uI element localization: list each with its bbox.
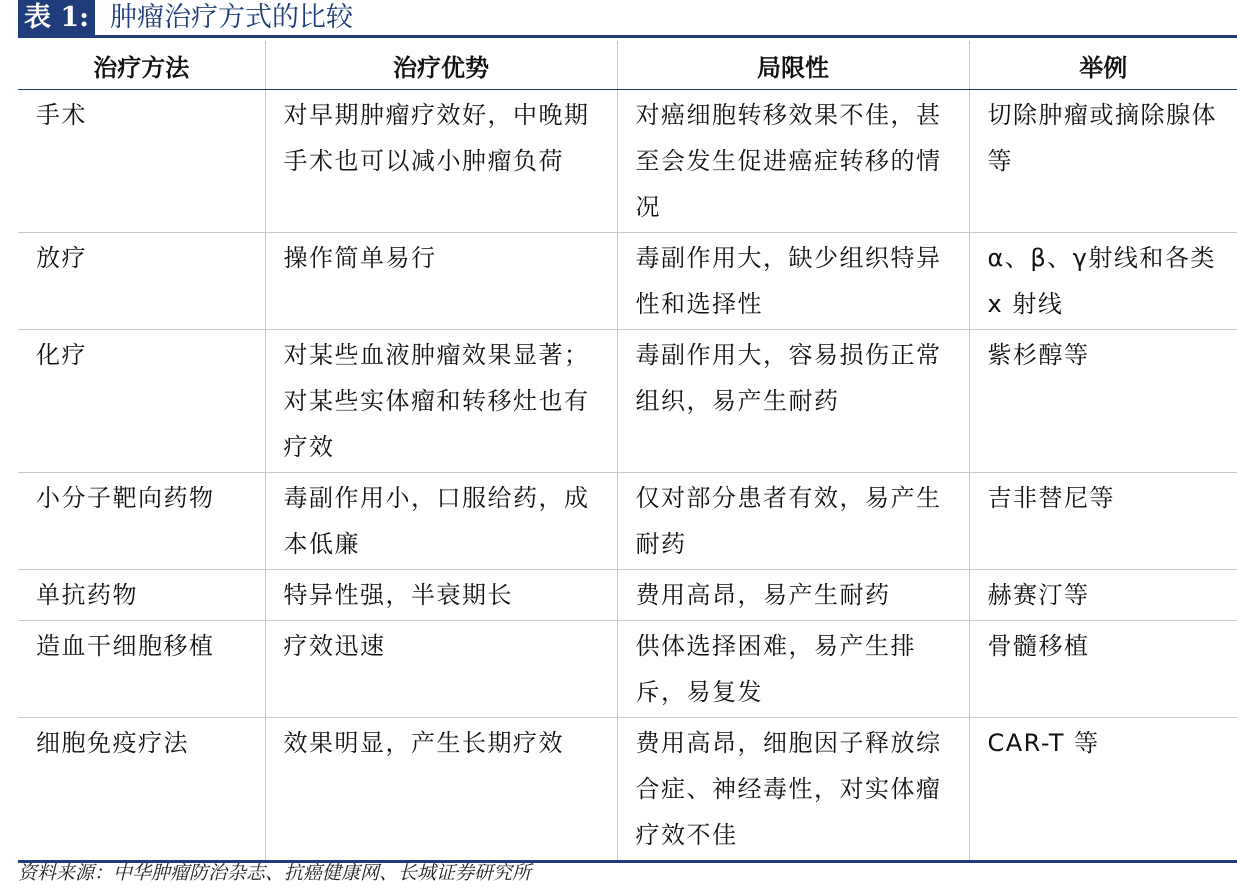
cell-examples: α、β、γ射线和各类 x 射线 (969, 233, 1237, 330)
cell-method: 化疗 (18, 330, 265, 473)
cell-examples: 赫赛汀等 (969, 570, 1237, 621)
cell-advantages: 操作简单易行 (265, 233, 617, 330)
cell-advantages: 效果明显，产生长期疗效 (265, 718, 617, 862)
cell-advantages: 疗效迅速 (265, 621, 617, 718)
column-header-examples: 举例 (969, 41, 1237, 90)
table-row (18, 330, 1237, 473)
table-number-label: 表 1: (18, 0, 95, 35)
column-header-advantages: 治疗优势 (265, 41, 617, 90)
cell-limitations: 毒副作用大，容易损伤正常组织，易产生耐药 (617, 330, 969, 473)
column-header-method: 治疗方法 (18, 41, 265, 90)
column-header-limitations: 局限性 (617, 41, 969, 90)
cell-examples: 骨髓移植 (969, 621, 1237, 718)
cell-method: 小分子靶向药物 (18, 473, 265, 570)
table-title-bar (18, 0, 1237, 38)
cell-advantages: 毒副作用小，口服给药，成本低廉 (265, 473, 617, 570)
cell-limitations: 仅对部分患者有效，易产生耐药 (617, 473, 969, 570)
cell-examples: 切除肿瘤或摘除腺体等 (969, 90, 1237, 233)
cell-examples: 吉非替尼等 (969, 473, 1237, 570)
cell-limitations: 供体选择困难，易产生排斥，易复发 (617, 621, 969, 718)
cell-method: 造血干细胞移植 (18, 621, 265, 718)
table-header-row (18, 41, 1237, 90)
cell-method: 手术 (18, 90, 265, 233)
cell-advantages: 特异性强，半衰期长 (265, 570, 617, 621)
cell-advantages: 对某些血液肿瘤效果显著；对某些实体瘤和转移灶也有疗效 (265, 330, 617, 473)
comparison-table (18, 41, 1237, 863)
cell-limitations: 对癌细胞转移效果不佳，甚至会发生促进癌症转移的情况 (617, 90, 969, 233)
cell-method: 放疗 (18, 233, 265, 330)
table-title: 肿瘤治疗方式的比较 (110, 2, 353, 33)
table-row (18, 570, 1237, 621)
cell-limitations: 费用高昂，易产生耐药 (617, 570, 969, 621)
cell-examples: CAR-T 等 (969, 718, 1237, 862)
cell-limitations: 费用高昂，细胞因子释放综合症、神经毒性，对实体瘤疗效不佳 (617, 718, 969, 862)
cell-limitations: 毒副作用大，缺少组织特异性和选择性 (617, 233, 969, 330)
cell-method: 细胞免疫疗法 (18, 718, 265, 862)
cell-advantages: 对早期肿瘤疗效好，中晚期手术也可以减小肿瘤负荷 (265, 90, 617, 233)
table-row (18, 90, 1237, 233)
cell-method: 单抗药物 (18, 570, 265, 621)
source-note: 资料来源：中华肿瘤防治杂志、抗癌健康网、长城证券研究所 (18, 862, 532, 884)
cell-examples: 紫杉醇等 (969, 330, 1237, 473)
table-row (18, 473, 1237, 570)
table-row (18, 621, 1237, 718)
table-row (18, 233, 1237, 330)
table-row (18, 718, 1237, 862)
